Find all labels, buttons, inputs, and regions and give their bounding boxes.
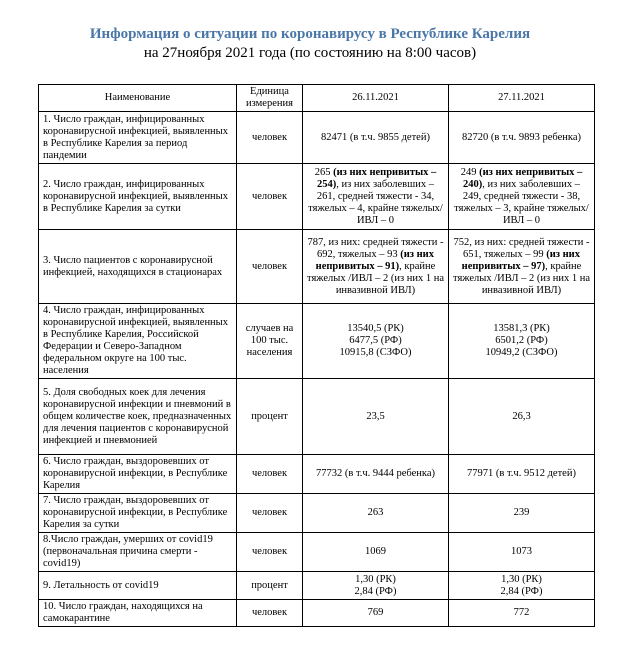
table-header-row [39,85,595,112]
row-name: 7. Число граждан, выздоровевших от коронавирусной инфекции, в Республике Карелия за сутки [39,494,237,533]
row-name: 9. Летальность от covid19 [39,572,237,600]
value-text: , крайне тяжелых /ИВЛ – 2 (из них 1 на инвазивной ИВЛ) [307,260,444,296]
table-row [39,533,595,572]
value-bold-text: (из них непривитых – 240) [463,166,583,190]
row-name: 1. Число граждан, инфицированных коронавирусной инфекцией, выявленных в Республике Карелия за период пандемии [39,112,237,164]
value-bold-text: (из них непривитых – 91) [315,248,434,272]
row-value-2: 772 [449,600,595,627]
row-unit: человек [237,600,303,627]
row-value-2: 77971 (в т.ч. 9512 детей) [449,455,595,494]
row-value-1 [303,230,449,304]
value-text: , крайне тяжелых /ИВЛ – 2 (из них 1 на инвазивной ИВЛ) [453,260,590,296]
row-name: 10. Число граждан, находящихся на самокарантине [39,600,237,627]
table-row [39,572,595,600]
row-value-2 [449,164,595,230]
row-value-2: 239 [449,494,595,533]
row-value-1: 1069 [303,533,449,572]
value-text: 787, из них: средней тяжести - 692, тяжелых – 93 [307,236,444,260]
row-unit: человек [237,164,303,230]
value-text: 265 [314,166,334,178]
value-bold-text: (из них непривитых – 97) [461,248,580,272]
row-unit: процент [237,572,303,600]
row-unit: процент [237,379,303,455]
row-value-1: 23,5 [303,379,449,455]
value-text: , из них заболевших – 249, средней тяжести - 38, тяжелых – 3, крайне тяжелых/ИВЛ – 0 [454,178,589,226]
header-date-2: 27.11.2021 [449,85,595,112]
row-unit: человек [237,112,303,164]
row-unit: человек [237,455,303,494]
table-row [39,112,595,164]
table-row [39,455,595,494]
table-row [39,379,595,455]
header-unit: Единица измерения [237,85,303,112]
table-row [39,230,595,304]
row-name: 5. Доля свободных коек для лечения коронавирусной инфекции и пневмоний в общем количестве коек, предназначенных для лечения пациентов с коронавирусной инфекцией и пневмонией [39,379,237,455]
value-text: 752, из них: средней тяжести - 651, тяжелых – 99 [453,236,590,260]
value-text: , из них заболевших – 261, средней тяжести - 34, тяжелых – 4, крайне тяжелых/ИВЛ – 0 [308,178,443,226]
value-text: 249 [460,166,480,178]
page-subtitle: на 27ноября 2021 года (по состоянию на 8:00 часов) [143,45,477,61]
table-row [39,304,595,379]
row-name: 6. Число граждан, выздоровевших от коронавирусной инфекции, в Республике Карелия [39,455,237,494]
row-value-2: 26,3 [449,379,595,455]
row-value-2: 1,30 (РК) 2,84 (РФ) [449,572,595,600]
row-unit: человек [237,533,303,572]
row-value-2 [449,230,595,304]
value-bold-text: (из них непривитых – 254) [317,166,437,190]
header-name: Наименование [39,85,237,112]
row-value-1: 263 [303,494,449,533]
page-title: Информация о ситуации по коронавирусу в Республике Карелия [89,26,531,42]
row-unit: человек [237,230,303,304]
row-value-1: 77732 (в т.ч. 9444 ребенка) [303,455,449,494]
covid-stats-table [38,84,595,627]
header-date-1: 26.11.2021 [303,85,449,112]
row-name: 8.Число граждан, умерших от covid19 (первоначальная причина смерти - covid19) [39,533,237,572]
table-row [39,494,595,533]
row-value-1 [303,164,449,230]
row-value-2: 1073 [449,533,595,572]
row-name: 2. Число граждан, инфицированных коронавирусной инфекцией, выявленных в Республике Карелия за сутки [39,164,237,230]
row-unit: человек [237,494,303,533]
table-row [39,600,595,627]
row-value-2: 13581,3 (РК) 6501,2 (РФ) 10949,2 (СЗФО) [449,304,595,379]
row-value-2: 82720 (в т.ч. 9893 ребенка) [449,112,595,164]
row-unit: случаев на 100 тыс. населения [237,304,303,379]
row-value-1: 82471 (в т.ч. 9855 детей) [303,112,449,164]
row-value-1: 769 [303,600,449,627]
row-name: 3. Число пациентов с коронавирусной инфекцией, находящихся в стационарах [39,230,237,304]
row-name: 4. Число граждан, инфицированных коронавирусной инфекцией, выявленных в Республике Карелия, Российской Федерации и Северо-Западном федеральном округе на 100 тыс. населения [39,304,237,379]
row-value-1: 13540,5 (РК) 6477,5 (РФ) 10915,8 (СЗФО) [303,304,449,379]
row-value-1: 1,30 (РК) 2,84 (РФ) [303,572,449,600]
table-row [39,164,595,230]
